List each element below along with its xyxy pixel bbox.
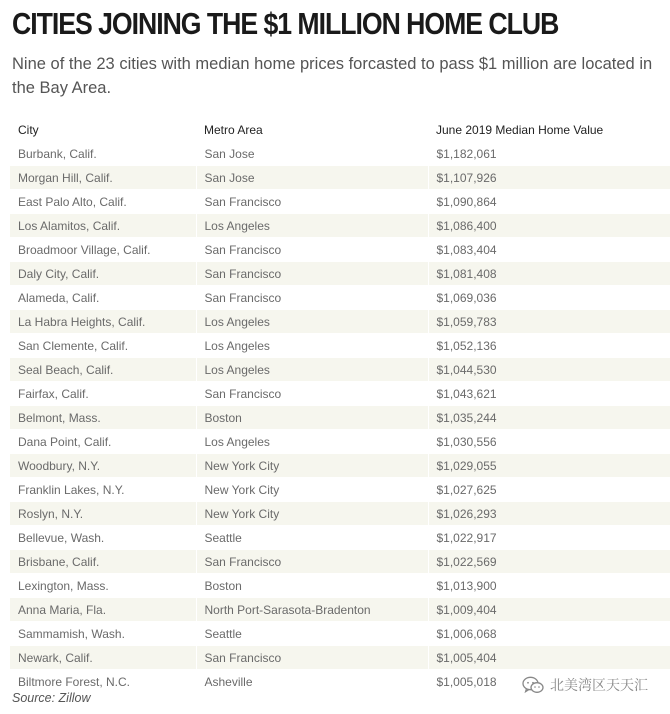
cell-city: Bellevue, Wash. (10, 526, 196, 550)
cell-metro-area: Los Angeles (196, 310, 428, 334)
cell-city: Newark, Calif. (10, 646, 196, 670)
table-row (10, 142, 670, 166)
column-header-metro-area: Metro Area (204, 123, 263, 137)
cell-median-home-value: $1,107,926 (428, 166, 670, 190)
table-row (10, 430, 670, 454)
cell-city: Brisbane, Calif. (10, 550, 196, 574)
cell-city: Daly City, Calif. (10, 262, 196, 286)
cell-median-home-value: $1,090,864 (428, 190, 670, 214)
table-row (10, 502, 670, 526)
cell-median-home-value: $1,052,136 (428, 334, 670, 358)
table-row (10, 550, 670, 574)
table-row (10, 262, 670, 286)
cell-metro-area: San Francisco (196, 646, 428, 670)
table-row (10, 478, 670, 502)
table-row (10, 598, 670, 622)
watermark (522, 674, 648, 696)
cell-median-home-value: $1,083,404 (428, 238, 670, 262)
cell-metro-area: New York City (196, 502, 428, 526)
table-row (10, 622, 670, 646)
cell-city: San Clemente, Calif. (10, 334, 196, 358)
page-title: CITIES JOINING THE $1 MILLION HOME CLUB (12, 6, 559, 41)
cell-metro-area: Boston (196, 406, 428, 430)
cell-city: Burbank, Calif. (10, 142, 196, 166)
cell-city: Roslyn, N.Y. (10, 502, 196, 526)
cell-metro-area: San Francisco (196, 190, 428, 214)
cell-metro-area: San Jose (196, 166, 428, 190)
cell-median-home-value: $1,005,018 (428, 670, 670, 694)
cell-metro-area: Los Angeles (196, 334, 428, 358)
page-subtitle: Nine of the 23 cities with median home prices forcasted to pass $1 million are located in the Bay Area. (12, 55, 653, 97)
table-row (10, 334, 670, 358)
cell-metro-area: North Port-Sarasota-Bradenton (196, 598, 428, 622)
source-note: Source: Zillow (12, 691, 91, 705)
wechat-icon (522, 676, 544, 694)
cell-median-home-value: $1,081,408 (428, 262, 670, 286)
table-row (10, 526, 670, 550)
table-row (10, 238, 670, 262)
table-header-row (10, 118, 670, 142)
cell-metro-area: San Jose (196, 142, 428, 166)
cell-metro-area: Los Angeles (196, 358, 428, 382)
table-row (10, 358, 670, 382)
cell-median-home-value: $1,069,036 (428, 286, 670, 310)
cell-median-home-value: $1,030,556 (428, 430, 670, 454)
cell-median-home-value: $1,182,061 (428, 142, 670, 166)
table-row (10, 406, 670, 430)
table-row (10, 310, 670, 334)
cell-median-home-value: $1,013,900 (428, 574, 670, 598)
cell-median-home-value: $1,044,530 (428, 358, 670, 382)
cell-city: Dana Point, Calif. (10, 430, 196, 454)
cell-city: Alameda, Calif. (10, 286, 196, 310)
cell-metro-area: Los Angeles (196, 214, 428, 238)
cell-metro-area: San Francisco (196, 382, 428, 406)
cell-metro-area: New York City (196, 454, 428, 478)
cell-city: Sammamish, Wash. (10, 622, 196, 646)
table-row (10, 382, 670, 406)
table-row (10, 454, 670, 478)
cell-city: Belmont, Mass. (10, 406, 196, 430)
table-row (10, 190, 670, 214)
cell-median-home-value: $1,022,569 (428, 550, 670, 574)
cell-city: La Habra Heights, Calif. (10, 310, 196, 334)
cell-metro-area: San Francisco (196, 238, 428, 262)
cell-city: Los Alamitos, Calif. (10, 214, 196, 238)
cell-median-home-value: $1,005,404 (428, 646, 670, 670)
cell-city: Biltmore Forest, N.C. (10, 670, 196, 694)
cell-median-home-value: $1,009,404 (428, 598, 670, 622)
cell-city: Fairfax, Calif. (10, 382, 196, 406)
cell-metro-area: Boston (196, 574, 428, 598)
table-body (10, 142, 670, 694)
cell-median-home-value: $1,086,400 (428, 214, 670, 238)
table-row (10, 646, 670, 670)
cell-median-home-value: $1,022,917 (428, 526, 670, 550)
cell-metro-area: Los Angeles (196, 430, 428, 454)
cell-median-home-value: $1,029,055 (428, 454, 670, 478)
cell-median-home-value: $1,006,068 (428, 622, 670, 646)
table-row (10, 166, 670, 190)
cell-city: Anna Maria, Fla. (10, 598, 196, 622)
watermark-text: 北美湾区天天汇 (550, 677, 648, 693)
table-row (10, 574, 670, 598)
cell-metro-area: San Francisco (196, 286, 428, 310)
cell-metro-area: Seattle (196, 622, 428, 646)
cell-city: Morgan Hill, Calif. (10, 166, 196, 190)
cell-city: Franklin Lakes, N.Y. (10, 478, 196, 502)
cell-median-home-value: $1,027,625 (428, 478, 670, 502)
cell-metro-area: Asheville (196, 670, 428, 694)
cell-median-home-value: $1,059,783 (428, 310, 670, 334)
cell-median-home-value: $1,043,621 (428, 382, 670, 406)
cell-metro-area: Seattle (196, 526, 428, 550)
cell-metro-area: New York City (196, 478, 428, 502)
column-header-median-home-value: June 2019 Median Home Value (436, 123, 604, 137)
table-row (10, 214, 670, 238)
cell-city: East Palo Alto, Calif. (10, 190, 196, 214)
home-values-table (10, 118, 670, 694)
cell-metro-area: San Francisco (196, 262, 428, 286)
cell-city: Lexington, Mass. (10, 574, 196, 598)
column-header-city: City (18, 123, 39, 137)
cell-median-home-value: $1,035,244 (428, 406, 670, 430)
cell-city: Broadmoor Village, Calif. (10, 238, 196, 262)
cell-median-home-value: $1,026,293 (428, 502, 670, 526)
cell-metro-area: San Francisco (196, 550, 428, 574)
table-row (10, 286, 670, 310)
cell-city: Woodbury, N.Y. (10, 454, 196, 478)
cell-city: Seal Beach, Calif. (10, 358, 196, 382)
